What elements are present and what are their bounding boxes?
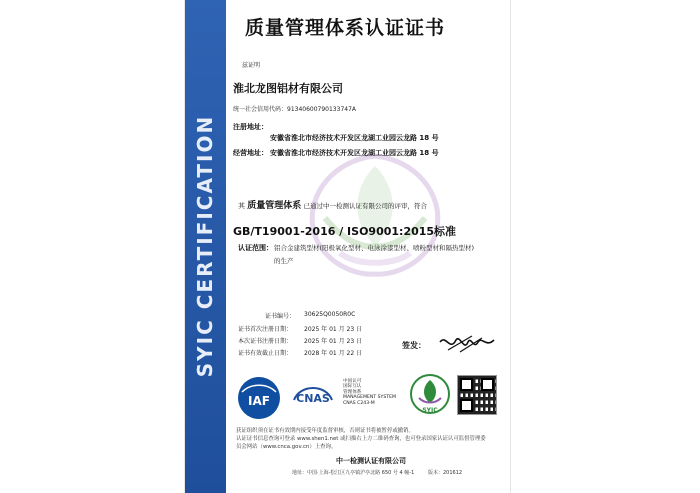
footer-company: 中一检测认证有限公司 (336, 457, 406, 465)
valid-until-value: 2028 年 01 月 22 日 (304, 350, 363, 357)
certificate-title: 质量管理体系认证证书 (245, 17, 446, 39)
cnas-text: CNAS (296, 392, 330, 405)
side-band-text: SYIC CERTIFICATION (193, 114, 217, 378)
footer-version: 版本：201612 (428, 470, 463, 476)
valid-until-label: 证书有效截止日期： (238, 350, 293, 357)
this-issue-value: 2025 年 01 月 23 日 (304, 338, 363, 345)
cnas-caption (343, 379, 396, 406)
scope-line1: 铝合金建筑型材(阳极氧化型材、电泳涂漆型材、喷粉型材和隔热型材) (274, 244, 475, 252)
cnas-cn-1: 中国认可 (343, 379, 362, 384)
cert-number-label: 证书编号： (265, 313, 296, 320)
signature-icon (438, 330, 496, 358)
syic-logo-icon (409, 373, 451, 415)
qr-code-icon[interactable] (457, 375, 497, 415)
watermark-emblem-icon (295, 148, 455, 283)
statement-system: 质量管理体系 (247, 201, 302, 211)
cert-number-value: 30625Q0050R0C (304, 311, 356, 318)
statement (238, 198, 427, 211)
first-issue-label: 证书首次注册日期： (238, 326, 293, 333)
sign-label: 签发： (402, 341, 426, 350)
footer-line2: 认证证书信息查询可登录 www.shen1.net 或扫描右上方二维码查询，也可登录国家认证认可监督管理委 (236, 436, 486, 442)
standard: GB/T19001-2016 / ISO9001:2015标准 (233, 225, 457, 238)
credit-code: 统一社会信用代码：91340600790133747A (233, 106, 357, 113)
cnas-logo-icon (288, 378, 338, 408)
syic-text: SYIC (422, 407, 438, 414)
this-issue-label: 本次证书注册日期： (238, 338, 293, 345)
statement-prefix: 其 (238, 202, 245, 210)
footer-line3: 员会网站（www.cnca.gov.cn）上查询。 (236, 444, 337, 450)
footer-address: 地址：中国·上海·松江区九亭镇沪亭北路 650 号 4 幢-1 (292, 470, 415, 476)
iaf-text: IAF (248, 394, 270, 408)
footer-line1: 获证组织须在证书有效期内接受年度监督审核，否则证书将被暂停或撤销。 (236, 428, 414, 434)
business-address-value: 安徽省淮北市经济技术开发区龙湖工业园云龙路 18 号 (270, 149, 439, 157)
registered-address-label: 注册地址： (233, 123, 268, 131)
company-name: 淮北龙图铝材有限公司 (233, 82, 343, 95)
registered-address-value: 安徽省淮北市经济技术开发区龙湖工业园云龙路 18 号 (270, 134, 439, 142)
scope-label: 认证范围： (238, 244, 273, 252)
cnas-cn-3: 管理体系 (343, 389, 362, 395)
cnas-cn-2: 国际互认 (343, 384, 362, 390)
statement-suffix: 已通过中一检测认证有限公司的评审，符合 (303, 202, 427, 210)
first-issue-value: 2025 年 01 月 23 日 (304, 326, 363, 333)
certify-intro: 兹证明 (242, 62, 261, 69)
iaf-logo-icon (236, 375, 282, 421)
cnas-en-2: CNAS C243-M (343, 400, 375, 406)
scope-line2: 的生产 (274, 257, 294, 265)
business-address-label: 经营地址： (233, 149, 268, 157)
cnas-en-1: MANAGEMENT SYSTEM (343, 395, 396, 401)
